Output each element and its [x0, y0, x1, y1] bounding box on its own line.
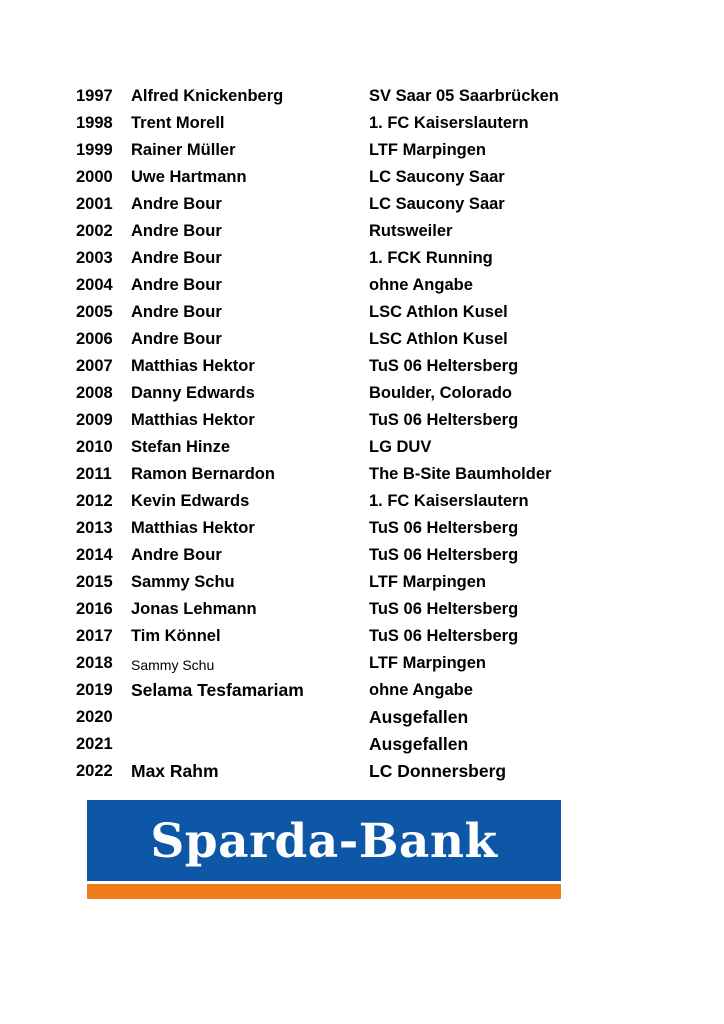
- club-name: SV Saar 05 Saarbrücken: [369, 87, 559, 105]
- club-name: 1. FC Kaiserslautern: [369, 114, 529, 132]
- year: 2002: [76, 222, 113, 240]
- winner-name: Ramon Bernardon: [131, 465, 275, 483]
- result-row: [0, 299, 724, 326]
- club-name: Rutsweiler: [369, 222, 453, 240]
- result-row: [0, 596, 724, 623]
- winner-name: Rainer Müller: [131, 141, 236, 159]
- result-row: [0, 380, 724, 407]
- results-list: [0, 83, 724, 785]
- result-row: [0, 623, 724, 650]
- logo-orange-stripe: [87, 884, 561, 899]
- result-row: [0, 704, 724, 731]
- result-row: [0, 569, 724, 596]
- year: 2004: [76, 276, 113, 294]
- winner-name: Andre Bour: [131, 195, 222, 213]
- winner-name: Andre Bour: [131, 222, 222, 240]
- winner-name: Andre Bour: [131, 276, 222, 294]
- year: 1998: [76, 114, 113, 132]
- winner-name: Alfred Knickenberg: [131, 87, 284, 105]
- winner-name: Andre Bour: [131, 546, 222, 564]
- year: 2017: [76, 627, 113, 645]
- club-name: TuS 06 Heltersberg: [369, 627, 519, 645]
- year: 2021: [76, 735, 113, 753]
- club-name: TuS 06 Heltersberg: [369, 600, 519, 618]
- club-name: LTF Marpingen: [369, 141, 487, 159]
- club-name: 1. FCK Running: [369, 249, 493, 267]
- sparda-bank-logo: [87, 800, 561, 900]
- club-name: LC Saucony Saar: [369, 195, 505, 213]
- year: 1999: [76, 141, 113, 159]
- club-name: TuS 06 Heltersberg: [369, 519, 519, 537]
- club-name: TuS 06 Heltersberg: [369, 357, 519, 375]
- result-row: [0, 110, 724, 137]
- result-row: [0, 515, 724, 542]
- club-name: TuS 06 Heltersberg: [369, 411, 519, 429]
- result-row: [0, 137, 724, 164]
- winner-name: Andre Bour: [131, 303, 222, 321]
- winner-name: Selama Tesfamariam: [131, 680, 304, 700]
- result-row: [0, 434, 724, 461]
- winner-name: Stefan Hinze: [131, 438, 231, 456]
- year: 2022: [76, 762, 113, 780]
- year: 2008: [76, 384, 113, 402]
- club-name: LC Donnersberg: [369, 761, 507, 781]
- result-row: [0, 245, 724, 272]
- result-row: [0, 191, 724, 218]
- year: 2007: [76, 357, 113, 375]
- club-name: Boulder, Colorado: [369, 384, 513, 402]
- year: 2016: [76, 600, 113, 618]
- club-name: ohne Angabe: [369, 276, 473, 294]
- club-name: TuS 06 Heltersberg: [369, 546, 519, 564]
- year: 1997: [76, 87, 113, 105]
- club-name: LC Saucony Saar: [369, 168, 505, 186]
- year: 2000: [76, 168, 113, 186]
- year: 2005: [76, 303, 113, 321]
- winner-name: Andre Bour: [131, 249, 222, 267]
- year: 2014: [76, 546, 113, 564]
- result-row: [0, 164, 724, 191]
- winner-name: Matthias Hektor: [131, 357, 255, 375]
- year: 2001: [76, 195, 113, 213]
- winner-name: Sammy Schu: [131, 573, 235, 591]
- winner-name: Tim Könnel: [131, 627, 221, 645]
- club-name: LTF Marpingen: [369, 573, 487, 591]
- year: 2018: [76, 654, 113, 672]
- result-row: [0, 650, 724, 677]
- year: 2015: [76, 573, 113, 591]
- club-name: ohne Angabe: [369, 681, 473, 699]
- year: 2019: [76, 681, 113, 699]
- year: 2003: [76, 249, 113, 267]
- club-name: LSC Athlon Kusel: [369, 303, 508, 321]
- year: 2012: [76, 492, 113, 510]
- result-row: [0, 218, 724, 245]
- result-row: [0, 677, 724, 704]
- year: 2009: [76, 411, 113, 429]
- winner-name: Matthias Hektor: [131, 411, 255, 429]
- result-row: [0, 488, 724, 515]
- year: 2013: [76, 519, 113, 537]
- year: 2006: [76, 330, 113, 348]
- winner-name: Jonas Lehmann: [131, 600, 257, 618]
- winner-name: Matthias Hektor: [131, 519, 255, 537]
- winner-name: Sammy Schu: [131, 657, 215, 673]
- result-row: [0, 758, 724, 785]
- club-name: The B-Site Baumholder: [369, 465, 552, 483]
- winner-name: Max Rahm: [131, 761, 219, 781]
- result-row: [0, 731, 724, 758]
- result-row: [0, 83, 724, 110]
- winner-name: Trent Morell: [131, 114, 225, 132]
- year: 2020: [76, 708, 113, 726]
- result-row: [0, 407, 724, 434]
- logo-text: Sparda-Bank: [150, 814, 498, 869]
- winner-name: Kevin Edwards: [131, 492, 250, 510]
- result-row: [0, 542, 724, 569]
- year: 2011: [76, 465, 112, 483]
- winner-name: Andre Bour: [131, 330, 222, 348]
- club-name: LSC Athlon Kusel: [369, 330, 508, 348]
- year: 2010: [76, 438, 113, 456]
- result-row: [0, 461, 724, 488]
- result-row: [0, 272, 724, 299]
- winner-name: Danny Edwards: [131, 384, 255, 402]
- winner-name: Uwe Hartmann: [131, 168, 247, 186]
- club-name: Ausgefallen: [369, 734, 469, 754]
- club-name: 1. FC Kaiserslautern: [369, 492, 529, 510]
- club-name: Ausgefallen: [369, 707, 469, 727]
- club-name: LG DUV: [369, 438, 432, 456]
- result-row: [0, 326, 724, 353]
- result-row: [0, 353, 724, 380]
- club-name: LTF Marpingen: [369, 654, 487, 672]
